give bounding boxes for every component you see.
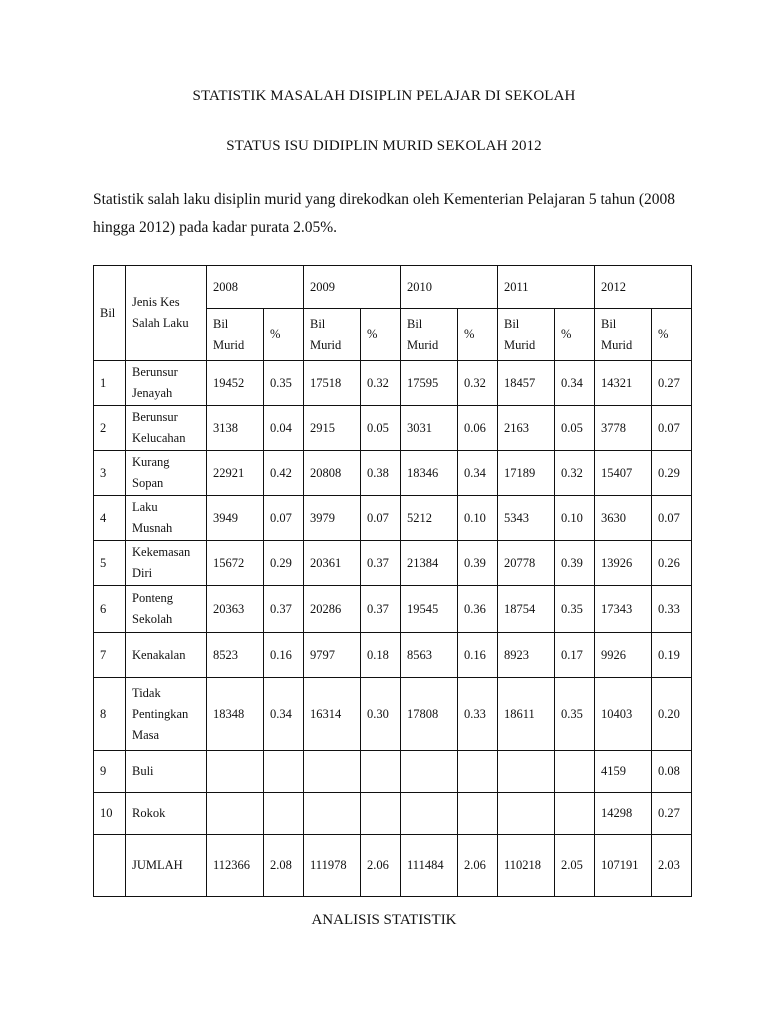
header-year: 2012 <box>595 266 692 309</box>
cell-bil-murid: 110218 <box>498 835 555 897</box>
cell-bil-murid: 20363 <box>207 586 264 633</box>
cell-bil: 7 <box>94 633 126 678</box>
cell-percent: 0.32 <box>555 451 595 496</box>
cell-percent: 0.19 <box>652 633 692 678</box>
cell-jenis-line: Berunsur <box>132 365 178 379</box>
cell-percent: 0.39 <box>555 541 595 586</box>
cell-percent: 2.06 <box>458 835 498 897</box>
cell-bil: 4 <box>94 496 126 541</box>
header-percent: % <box>555 309 595 361</box>
cell-percent: 0.20 <box>652 678 692 751</box>
cell-percent: 0.27 <box>652 361 692 406</box>
cell-percent: 0.06 <box>458 406 498 451</box>
header-percent: % <box>264 309 304 361</box>
cell-percent: 0.07 <box>652 406 692 451</box>
table-row <box>94 678 692 751</box>
cell-percent: 0.34 <box>458 451 498 496</box>
cell-jenis-line: Musnah <box>132 521 173 535</box>
cell-bil-murid: 3630 <box>595 496 652 541</box>
header-bil-murid-line1: Bil <box>213 316 229 331</box>
cell-bil-murid: 20778 <box>498 541 555 586</box>
cell-bil-murid: 2915 <box>304 406 361 451</box>
cell-bil-murid <box>207 751 264 793</box>
cell-bil-murid: 17518 <box>304 361 361 406</box>
cell-bil-murid: 18611 <box>498 678 555 751</box>
cell-bil-murid <box>401 793 458 835</box>
cell-bil-murid: 20361 <box>304 541 361 586</box>
cell-jenis-line: Pentingkan <box>132 706 189 721</box>
cell-percent: 0.04 <box>264 406 304 451</box>
header-bil-murid-line1: Bil <box>601 316 617 331</box>
cell-jenis-line: Diri <box>132 566 153 580</box>
cell-percent: 2.06 <box>361 835 401 897</box>
table-row <box>94 751 692 793</box>
cell-percent: 0.39 <box>458 541 498 586</box>
cell-bil-murid: 20286 <box>304 586 361 633</box>
cell-bil-murid: 9797 <box>304 633 361 678</box>
cell-jenis-line: Kenakalan <box>132 647 186 662</box>
table-row <box>94 496 692 541</box>
cell-jenis-line: Tidak <box>132 685 161 700</box>
table-row <box>94 451 692 496</box>
document-subtitle: STATUS ISU DIDIPLIN MURID SEKOLAH 2012 <box>226 138 542 154</box>
table-row <box>94 406 692 451</box>
cell-jenis-line: Masa <box>132 727 160 742</box>
cell-jenis-line: Berunsur <box>132 410 178 424</box>
header-percent: % <box>458 309 498 361</box>
intro-paragraph <box>93 186 693 242</box>
intro-line-2: hingga 2012) pada kadar purata 2.05%. <box>93 219 338 236</box>
cell-jenis-line: Sopan <box>132 476 164 490</box>
cell-jenis-kes <box>126 835 207 897</box>
cell-percent: 0.26 <box>652 541 692 586</box>
cell-bil-murid: 8523 <box>207 633 264 678</box>
cell-bil-murid: 21384 <box>401 541 458 586</box>
cell-percent: 0.35 <box>264 361 304 406</box>
cell-bil-murid: 20808 <box>304 451 361 496</box>
cell-jenis-line: JUMLAH <box>132 858 183 872</box>
cell-bil-murid: 4159 <box>595 751 652 793</box>
cell-bil-murid: 17343 <box>595 586 652 633</box>
cell-bil-murid: 3979 <box>304 496 361 541</box>
cell-percent: 2.03 <box>652 835 692 897</box>
header-bil-murid-line1: Bil <box>407 316 423 331</box>
cell-jenis-line: Ponteng <box>132 591 173 605</box>
cell-jenis-kes <box>126 793 207 835</box>
cell-percent: 0.10 <box>458 496 498 541</box>
cell-bil-murid: 17189 <box>498 451 555 496</box>
header-jenis-line1: Jenis Kes <box>132 295 180 309</box>
cell-bil-murid: 14298 <box>595 793 652 835</box>
cell-jenis-line: Jenayah <box>132 386 173 400</box>
cell-percent: 0.35 <box>555 678 595 751</box>
cell-percent: 0.36 <box>458 586 498 633</box>
cell-bil: 5 <box>94 541 126 586</box>
table-row <box>94 633 692 678</box>
header-bil-murid-line2: Murid <box>504 337 536 352</box>
cell-bil-murid: 3949 <box>207 496 264 541</box>
header-jenis-kes <box>126 266 207 361</box>
cell-bil <box>94 835 126 897</box>
cell-bil-murid <box>498 793 555 835</box>
cell-percent: 2.08 <box>264 835 304 897</box>
cell-bil-murid: 2163 <box>498 406 555 451</box>
cell-percent: 0.42 <box>264 451 304 496</box>
cell-percent <box>458 793 498 835</box>
cell-bil-murid: 10403 <box>595 678 652 751</box>
cell-percent: 0.37 <box>361 586 401 633</box>
cell-bil-murid: 3138 <box>207 406 264 451</box>
header-bil-murid-line2: Murid <box>213 337 245 352</box>
header-bil-murid <box>595 309 652 361</box>
cell-percent: 0.32 <box>361 361 401 406</box>
cell-bil-murid <box>207 793 264 835</box>
cell-jenis-line: Kurang <box>132 455 170 469</box>
cell-bil-murid: 3778 <box>595 406 652 451</box>
cell-percent: 0.30 <box>361 678 401 751</box>
cell-percent <box>264 793 304 835</box>
cell-bil-murid: 14321 <box>595 361 652 406</box>
cell-bil-murid: 18457 <box>498 361 555 406</box>
cell-percent <box>555 793 595 835</box>
cell-bil-murid: 13926 <box>595 541 652 586</box>
cell-percent: 0.33 <box>458 678 498 751</box>
analysis-heading: ANALISIS STATISTIK <box>311 912 457 928</box>
cell-bil-murid: 3031 <box>401 406 458 451</box>
cell-percent: 0.29 <box>652 451 692 496</box>
cell-bil: 8 <box>94 678 126 751</box>
cell-jenis-line: Rokok <box>132 806 166 820</box>
table-row <box>94 361 692 406</box>
cell-bil: 1 <box>94 361 126 406</box>
cell-bil-murid: 19545 <box>401 586 458 633</box>
cell-bil: 10 <box>94 793 126 835</box>
cell-jenis-kes <box>126 496 207 541</box>
cell-bil: 2 <box>94 406 126 451</box>
cell-percent <box>555 751 595 793</box>
cell-bil-murid: 15407 <box>595 451 652 496</box>
cell-jenis-line: Sekolah <box>132 612 173 626</box>
table-row <box>94 541 692 586</box>
header-bil-murid-line2: Murid <box>310 337 342 352</box>
document-title: STATISTIK MASALAH DISIPLIN PELAJAR DI SEKOLAH <box>192 88 576 104</box>
cell-percent <box>361 793 401 835</box>
cell-percent: 0.32 <box>458 361 498 406</box>
cell-bil-murid <box>498 751 555 793</box>
cell-percent <box>361 751 401 793</box>
cell-bil: 3 <box>94 451 126 496</box>
cell-bil-murid: 19452 <box>207 361 264 406</box>
header-bil-murid <box>498 309 555 361</box>
cell-bil: 9 <box>94 751 126 793</box>
cell-bil-murid: 15672 <box>207 541 264 586</box>
cell-bil-murid: 5343 <box>498 496 555 541</box>
header-row-years <box>94 266 692 309</box>
cell-percent: 0.38 <box>361 451 401 496</box>
cell-percent: 0.27 <box>652 793 692 835</box>
cell-jenis-kes <box>126 586 207 633</box>
cell-bil-murid: 111484 <box>401 835 458 897</box>
header-bil-murid-line2: Murid <box>407 337 439 352</box>
header-jenis-line2: Salah Laku <box>132 316 189 330</box>
cell-jenis-kes <box>126 678 207 751</box>
cell-percent: 0.29 <box>264 541 304 586</box>
cell-jenis-line: Laku <box>132 500 158 514</box>
cell-bil: 6 <box>94 586 126 633</box>
header-bil-murid-line1: Bil <box>504 316 520 331</box>
header-percent: % <box>361 309 401 361</box>
header-bil: Bil <box>94 266 126 361</box>
cell-jenis-line: Kelucahan <box>132 431 186 445</box>
header-year: 2011 <box>498 266 595 309</box>
cell-bil-murid: 17595 <box>401 361 458 406</box>
cell-jenis-line: Kekemasan <box>132 545 191 559</box>
intro-line-1: Statistik salah laku disiplin murid yang direkodkan oleh Kementerian Pelajaran 5 tahun (2008 <box>93 191 675 208</box>
cell-percent: 2.05 <box>555 835 595 897</box>
cell-bil-murid: 18754 <box>498 586 555 633</box>
cell-bil-murid <box>304 793 361 835</box>
cell-jenis-kes <box>126 541 207 586</box>
cell-jenis-kes <box>126 633 207 678</box>
cell-jenis-kes <box>126 406 207 451</box>
table-row <box>94 586 692 633</box>
cell-percent: 0.37 <box>361 541 401 586</box>
cell-percent: 0.10 <box>555 496 595 541</box>
cell-percent: 0.07 <box>361 496 401 541</box>
table-row <box>94 793 692 835</box>
header-bil-murid <box>207 309 264 361</box>
header-bil-murid <box>401 309 458 361</box>
cell-bil-murid: 18348 <box>207 678 264 751</box>
discipline-statistics-table <box>93 265 692 897</box>
cell-percent: 0.17 <box>555 633 595 678</box>
cell-percent: 0.16 <box>458 633 498 678</box>
cell-bil-murid: 111978 <box>304 835 361 897</box>
header-year: 2010 <box>401 266 498 309</box>
cell-bil-murid: 5212 <box>401 496 458 541</box>
cell-jenis-line: Buli <box>132 764 154 778</box>
table-row <box>94 835 692 897</box>
cell-bil-murid: 112366 <box>207 835 264 897</box>
cell-percent: 0.34 <box>264 678 304 751</box>
cell-bil-murid: 18346 <box>401 451 458 496</box>
cell-bil-murid: 107191 <box>595 835 652 897</box>
cell-bil-murid: 22921 <box>207 451 264 496</box>
cell-percent <box>264 751 304 793</box>
cell-percent: 0.18 <box>361 633 401 678</box>
header-percent: % <box>652 309 692 361</box>
cell-bil-murid <box>401 751 458 793</box>
cell-bil-murid: 8563 <box>401 633 458 678</box>
header-bil-murid-line2: Murid <box>601 337 633 352</box>
cell-percent: 0.05 <box>361 406 401 451</box>
cell-percent: 0.07 <box>264 496 304 541</box>
cell-jenis-kes <box>126 361 207 406</box>
header-bil-murid-line1: Bil <box>310 316 326 331</box>
cell-percent: 0.34 <box>555 361 595 406</box>
cell-bil-murid <box>304 751 361 793</box>
cell-percent: 0.07 <box>652 496 692 541</box>
cell-percent: 0.35 <box>555 586 595 633</box>
cell-percent: 0.05 <box>555 406 595 451</box>
cell-jenis-kes <box>126 451 207 496</box>
cell-bil-murid: 17808 <box>401 678 458 751</box>
cell-percent <box>458 751 498 793</box>
cell-bil-murid: 16314 <box>304 678 361 751</box>
cell-jenis-kes <box>126 751 207 793</box>
header-year: 2008 <box>207 266 304 309</box>
cell-percent: 0.37 <box>264 586 304 633</box>
cell-bil-murid: 9926 <box>595 633 652 678</box>
cell-percent: 0.16 <box>264 633 304 678</box>
cell-percent: 0.33 <box>652 586 692 633</box>
header-year: 2009 <box>304 266 401 309</box>
cell-bil-murid: 8923 <box>498 633 555 678</box>
header-bil-murid <box>304 309 361 361</box>
cell-percent: 0.08 <box>652 751 692 793</box>
